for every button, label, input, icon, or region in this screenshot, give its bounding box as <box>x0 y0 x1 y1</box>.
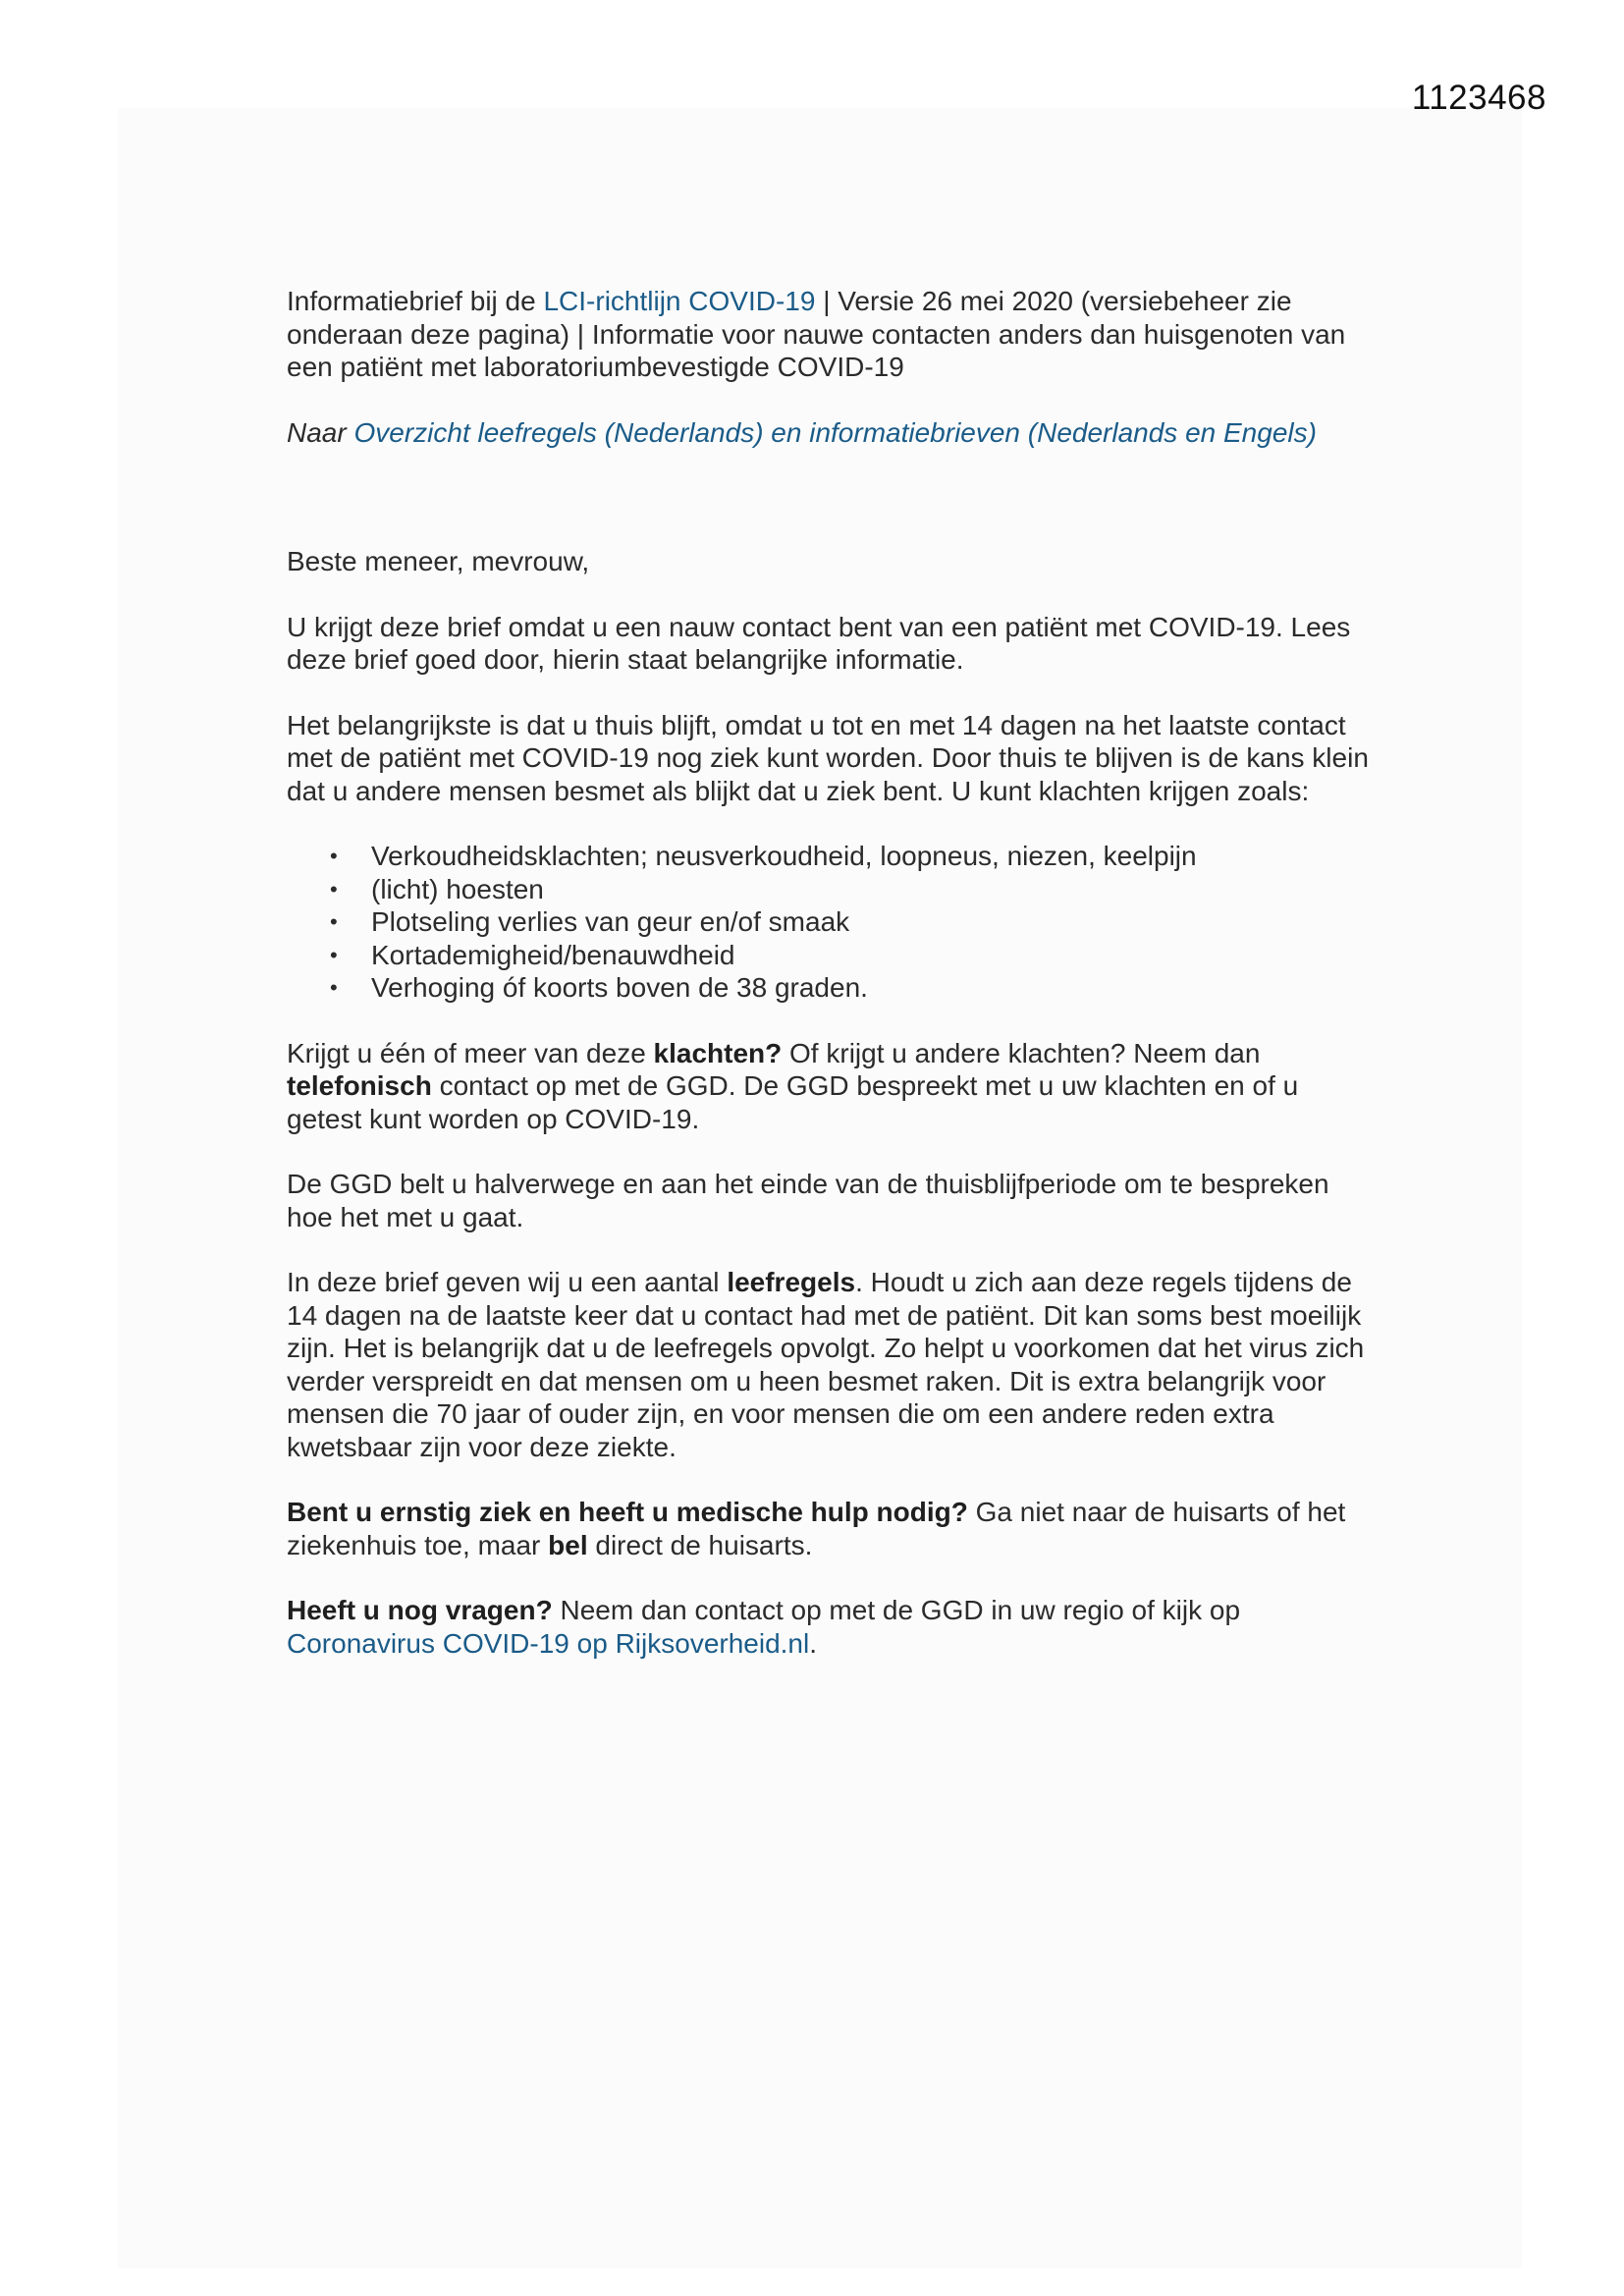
bullet-icon: • <box>330 909 338 934</box>
bullet-icon: • <box>330 975 338 1000</box>
letter-content <box>287 285 1377 1692</box>
salutation: Beste meneer, mevrouw, <box>287 546 590 576</box>
lci-guideline-link[interactable]: LCI-richtlijn COVID-19 <box>543 286 816 316</box>
list-item: • Verkoudheidsklachten; neusverkoudheid, loopneus, niezen, keelpijn <box>330 841 1197 871</box>
intro-suffix: | Versie 26 mei 2020 (versiebeheer zie onderaan deze pagina) | Informatie voor nauwe contacten anders dan huisgenoten van een patiënt met laboratoriumbevestigde COVID-19 <box>287 286 1346 382</box>
paragraph-6: Bent u ernstig ziek en heeft u medische hulp nodig? Ga niet naar de huisarts of het ziekenhuis toe, maar bel direct de huisarts. <box>287 1497 1346 1560</box>
paragraph-7: Heeft u nog vragen? Neem dan contact op met de GGD in uw regio of kijk op Coronavirus COVID-19 op Rijksoverheid.nl. <box>287 1595 1241 1659</box>
overview-link[interactable]: Overzicht leefregels (Nederlands) en informatiebrieven (Nederlands en Engels) <box>353 416 1317 448</box>
paragraph-2: Het belangrijkste is dat u thuis blijft, omdat u tot en met 14 dagen na het laatste contact met de patiënt met COVID-19 nog ziek kunt worden. Door thuis te blijven is de kans klein dat u andere mensen besmet als blijkt dat u ziek bent. U kunt klachten krijgen zoals: <box>287 709 1369 806</box>
paragraph-5: In deze brief geven wij u een aantal leefregels. Houdt u zich aan deze regels tijdens de 14 dagen na de laatste keer dat u contact had met de patiënt. Dit kan soms best moeilijk zijn. Het is belangrijk dat u de leefregels opvolgt. Zo helpt u voorkomen dat het virus zich verder verspreidt en dat mensen om u heen besmet raken. Dit is extra belangrijk voor mensen die 70 jaar of ouder zijn, en voor mensen die om een andere reden extra kwetsbaar zijn voor deze ziekte. <box>287 1267 1365 1462</box>
nav-prefix: Naar <box>287 416 354 448</box>
document-id: 1123468 <box>1411 79 1546 117</box>
intro-prefix: Informatiebrief bij de <box>287 286 544 316</box>
list-item: • (licht) hoesten <box>330 873 544 904</box>
list-item: • Kortademigheid/benauwdheid <box>330 939 735 970</box>
overview-nav-line <box>287 416 1377 450</box>
paragraph-4: De GGD belt u halverwege en aan het einde van de thuisblijfperiode om te bespreken hoe het met u gaat. <box>287 1169 1329 1232</box>
bullet-icon: • <box>330 942 338 967</box>
paragraph-1: U krijgt deze brief omdat u een nauw contact bent van een patiënt met COVID-19. Lees deze brief goed door, hierin staat belangrijke informatie. <box>287 611 1351 675</box>
paragraph-3: Krijgt u één of meer van deze klachten? Of krijgt u andere klachten? Neem dan telefonisch contact op met de GGD. De GGD bespreekt met u uw klachten en of u getest kunt worden op COVID-19. <box>287 1037 1299 1134</box>
list-item: • Plotseling verlies van geur en/of smaak <box>330 906 850 937</box>
intro-line <box>287 285 1377 384</box>
symptom-list <box>287 840 1377 1005</box>
rijksoverheid-link[interactable]: Coronavirus COVID-19 op Rijksoverheid.nl <box>287 1627 810 1659</box>
bullet-icon: • <box>330 844 338 868</box>
list-item: • Verhoging óf koorts boven de 38 graden. <box>330 972 868 1003</box>
bullet-icon: • <box>330 876 338 902</box>
